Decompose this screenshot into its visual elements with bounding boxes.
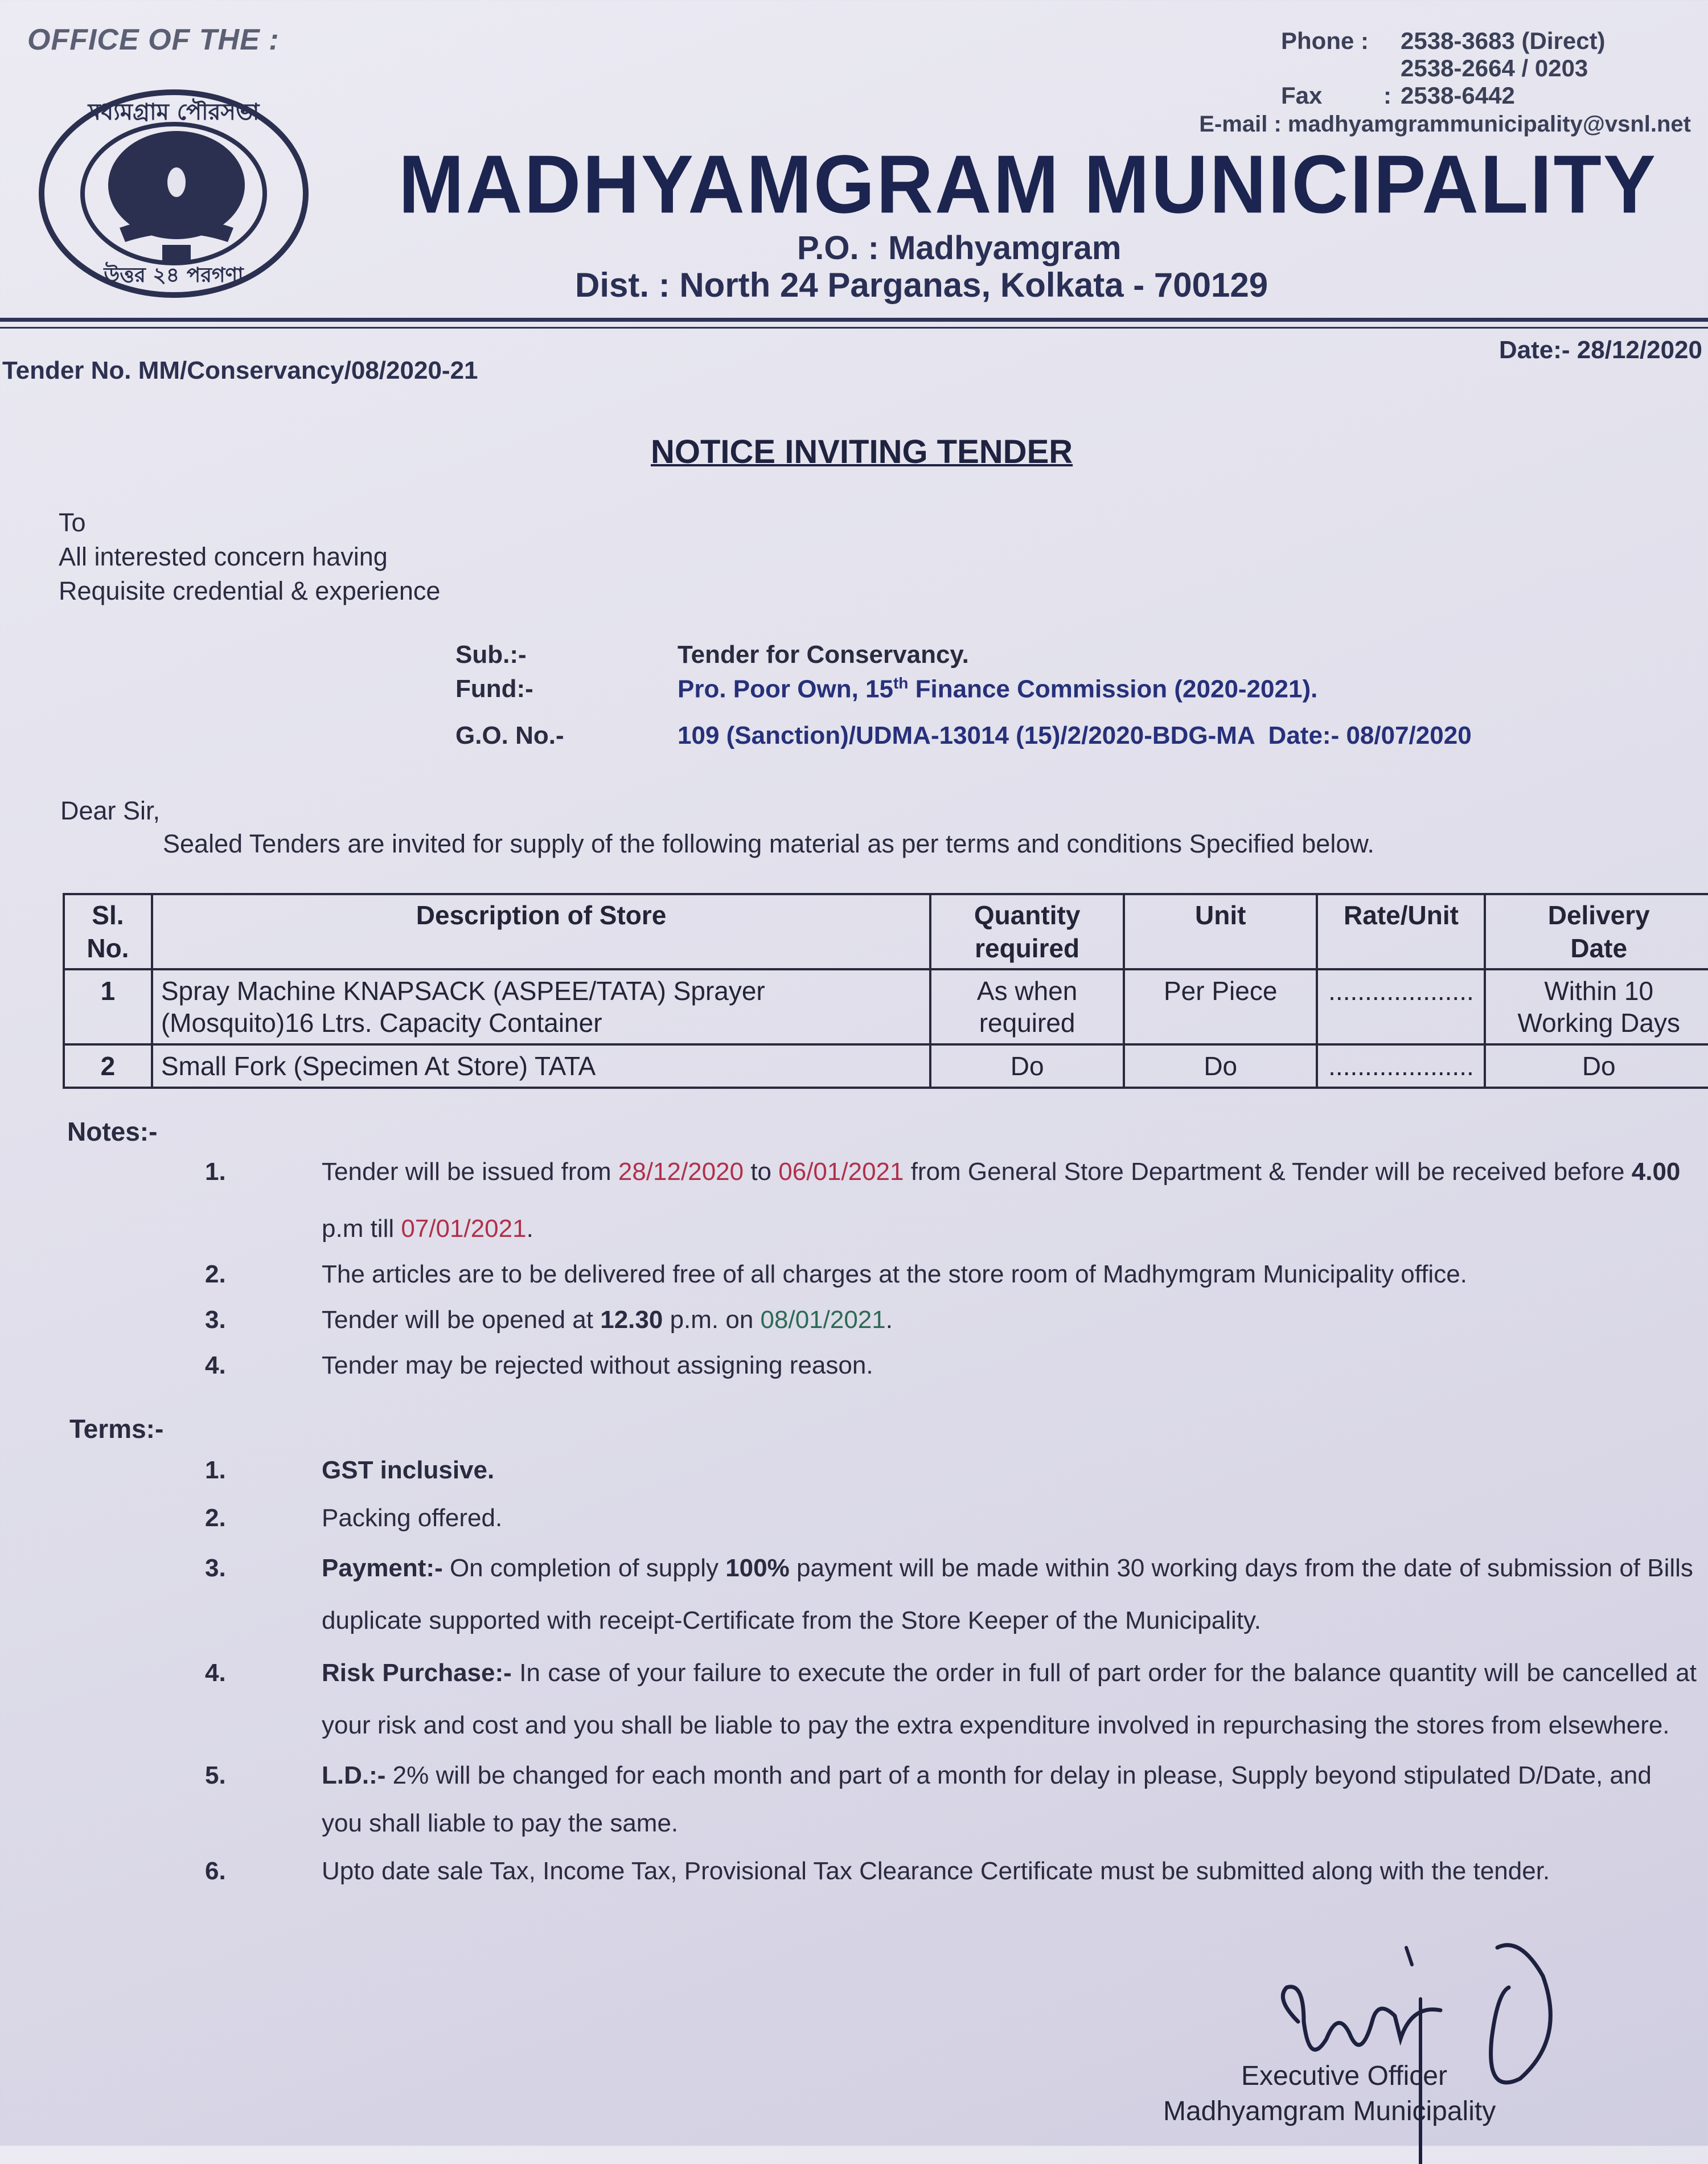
- note-item: 4. Tender may be rejected without assigning reason.: [205, 1351, 873, 1379]
- cell-delivery: Do: [1485, 1044, 1708, 1088]
- fund-label: Fund:-: [455, 675, 533, 703]
- column-header-description: Description of Store: [152, 894, 930, 969]
- intro-paragraph: Sealed Tenders are invited for supply of the following material as per terms and conditions Specified below.: [163, 829, 1374, 858]
- salutation: Dear Sir,: [60, 796, 161, 825]
- note-item: 2. The articles are to be delivered free of all charges at the store room of Madhymgram Municipality office.: [205, 1260, 1467, 1288]
- notice-date: Date:- 28/12/2020: [1498, 336, 1702, 364]
- cell-sl: 1: [64, 969, 152, 1044]
- email-label: E-mail :: [1199, 112, 1282, 137]
- table-row: [64, 969, 1708, 1044]
- table-row: [64, 1044, 1708, 1088]
- addressee-block: [59, 506, 440, 608]
- letterhead-rule-thick: [0, 318, 1708, 322]
- terms-list: [205, 1446, 1697, 1895]
- column-header-sl: Sl. No.: [64, 894, 152, 969]
- term-item: 4. Risk Purchase:- In case of your failure to execute the order in full of part order for the balance quantity will be cancelled at your risk and cost and you shall be liable to pay the extra expenditure involved in repurchasing the stores from elsewhere.: [205, 1659, 1697, 1739]
- fund-value: Pro. Poor Own, 15th Finance Commission (2020-2021).: [678, 674, 1318, 703]
- office-of-label: OFFICE OF THE :: [27, 23, 280, 56]
- column-header-delivery: Delivery Date: [1485, 894, 1708, 969]
- tender-number: Tender No. MM/Conservancy/08/2020-21: [2, 356, 478, 384]
- signatory-organization: Madhyamgram Municipality: [1163, 2096, 1496, 2126]
- letterhead-rule-thin: [0, 327, 1708, 329]
- cell-quantity: Do: [930, 1044, 1124, 1088]
- email-address: madhyamgrammunicipality@vsnl.net: [1287, 112, 1691, 137]
- signatory-title: Executive Officer: [1241, 2061, 1447, 2091]
- phone-number-1: 2538-3683 (Direct): [1401, 27, 1606, 54]
- subject-label: Sub.:-: [455, 641, 527, 669]
- cell-unit: Per Piece: [1124, 969, 1317, 1044]
- note-item: 1. Tender will be issued from 28/12/2020 to 06/01/2021 from General Store Department & Tender will be received before 4.00 p.m till 07/01/2021.: [205, 1158, 1681, 1243]
- terms-title: Terms:-: [69, 1414, 164, 1444]
- note-item: 3. Tender will be opened at 12.30 p.m. on 08/01/2021.: [205, 1306, 893, 1334]
- notice-heading: NOTICE INVITING TENDER: [651, 433, 1073, 470]
- column-header-rate: Rate/Unit: [1317, 894, 1485, 969]
- notes-title: Notes:-: [67, 1117, 158, 1146]
- fax-label: Fax: [1281, 82, 1323, 109]
- district-line: Dist. : North 24 Parganas, Kolkata - 700129: [575, 266, 1268, 304]
- cell-description: Spray Machine KNAPSACK (ASPEE/TATA) Sprayer (Mosquito)16 Ltrs. Capacity Container: [152, 969, 930, 1044]
- go-number-label: G.O. No.-: [455, 722, 564, 749]
- contact-block: Phone : 2538-3683 (Direct) 2538-2664 / 0203 Fax : 2538-6442: [1281, 27, 1606, 109]
- column-header-quantity: Quantity required: [930, 894, 1124, 969]
- cell-sl: 2: [64, 1044, 152, 1088]
- cell-rate: ....................: [1317, 1044, 1485, 1088]
- phone-number-2: 2538-2664 / 0203: [1401, 55, 1588, 81]
- go-number-value: 109 (Sanction)/UDMA-13014 (15)/2/2020-BDG-MA Date:- 08/07/2020: [678, 722, 1472, 749]
- term-item: 1. GST inclusive.: [205, 1456, 495, 1484]
- column-header-unit: Unit: [1124, 894, 1317, 969]
- municipality-seal-logo: [34, 85, 313, 302]
- cell-description: Small Fork (Specimen At Store) TATA: [152, 1044, 930, 1088]
- svg-text:উত্তর ২৪ পরগণা: উত্তর ২৪ পরগণা: [104, 264, 244, 287]
- store-items-table: [63, 893, 1708, 1089]
- cell-quantity: As when required: [930, 969, 1124, 1044]
- svg-text:মধ্যমগ্রাম পৌরসভা: মধ্যমগ্রাম পৌরসভা: [88, 99, 260, 125]
- fax-number: 2538-6442: [1401, 82, 1515, 109]
- subject-value: Tender for Conservancy.: [678, 641, 969, 669]
- cell-delivery: Within 10 Working Days: [1485, 969, 1708, 1044]
- table-header-row: [64, 894, 1708, 969]
- addressee-line: To: [59, 508, 86, 537]
- addressee-line: Requisite credential & experience: [59, 576, 441, 605]
- addressee-line: All interested concern having: [59, 542, 388, 571]
- term-item: 2. Packing offered.: [205, 1504, 503, 1532]
- subject-block: [455, 638, 1472, 753]
- handwritten-signature: [1224, 1925, 1577, 2164]
- term-item: 3. Payment:- On completion of supply 100% payment will be made within 30 working days from the date of submission of Bills duplicate supported with receipt-Certificate from the Store Keeper of the Municipality.: [205, 1554, 1693, 1634]
- term-item: 6. Upto date sale Tax, Income Tax, Provisional Tax Clearance Certificate must be submitted along with the tender.: [205, 1857, 1550, 1885]
- cell-rate: ....................: [1317, 969, 1485, 1044]
- phone-label: Phone :: [1281, 27, 1369, 54]
- organization-name: MADHYAMGRAM MUNICIPALITY: [399, 138, 1657, 231]
- email-line: [1199, 112, 1691, 137]
- post-office-line: P.O. : Madhyamgram: [797, 229, 1122, 267]
- term-item: 5. L.D.:- 2% will be changed for each month and part of a month for delay in please, Supply beyond stipulated D/Date, and you shall liable to pay the same.: [205, 1761, 1652, 1837]
- notes-list: [205, 1144, 1697, 1388]
- cell-unit: Do: [1124, 1044, 1317, 1088]
